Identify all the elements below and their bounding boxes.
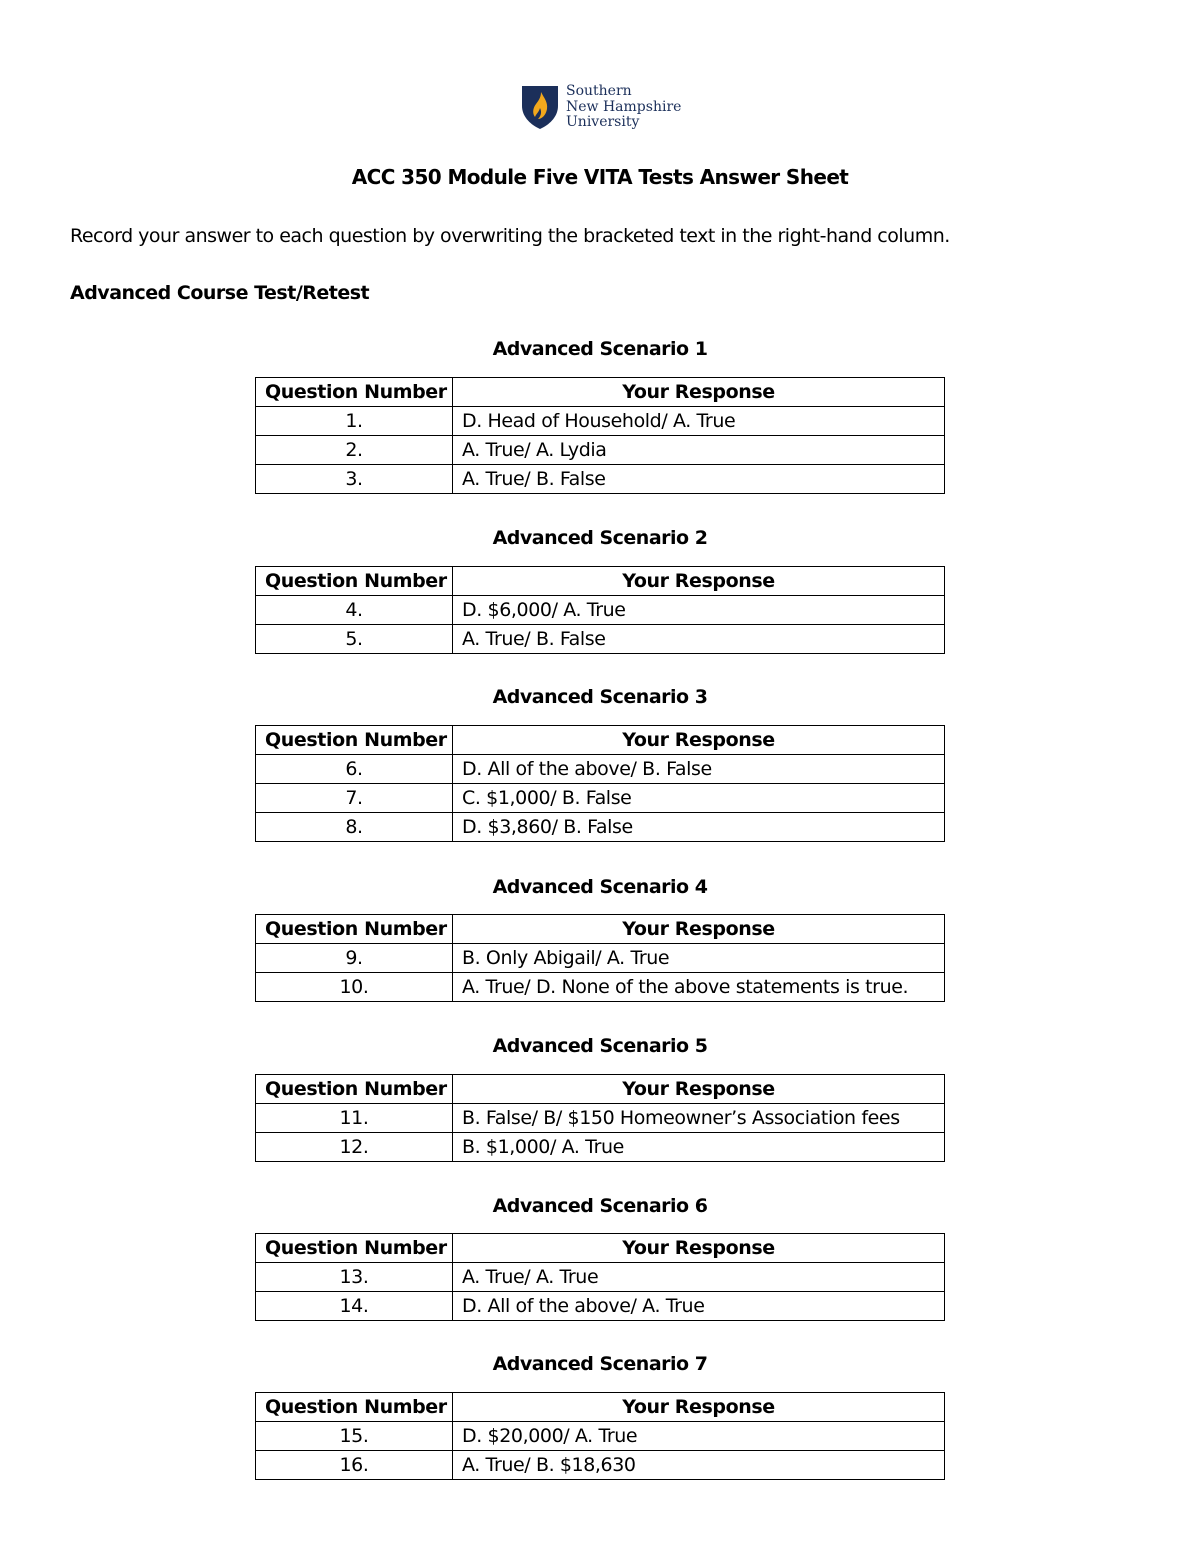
question-number-cell: 12. [256,1133,453,1162]
response-cell[interactable]: A. True/ B. $18,630 [453,1451,945,1480]
question-number-cell: 10. [256,973,453,1002]
table-row [256,436,945,465]
scenario-title: Advanced Scenario 4 [492,876,708,898]
answer-table [255,566,945,654]
table-header-row [256,915,945,944]
response-cell[interactable]: D. $6,000/ A. True [453,596,945,625]
table-row [256,973,945,1002]
logo-line-3: University [566,114,640,130]
response-cell[interactable]: A. True/ A. Lydia [453,436,945,465]
your-response-header: Your Response [453,1234,945,1263]
table-row [256,944,945,973]
question-number-header: Question Number [256,567,453,596]
response-cell[interactable]: A. True/ A. True [453,1263,945,1292]
your-response-header: Your Response [453,1075,945,1104]
table-header-row [256,1234,945,1263]
answer-table [255,914,945,1002]
logo-wordmark [566,84,681,131]
table-row [256,1292,945,1321]
response-cell[interactable]: A. True/ D. None of the above statements is true. [453,973,945,1002]
question-number-cell: 7. [256,784,453,813]
table-row [256,1422,945,1451]
table-row [256,1451,945,1480]
question-number-header: Question Number [256,1393,453,1422]
shield-flame-icon [521,84,559,130]
your-response-header: Your Response [453,915,945,944]
your-response-header: Your Response [453,726,945,755]
table-row [256,813,945,842]
scenario-title: Advanced Scenario 7 [492,1353,708,1375]
table-row [256,625,945,654]
table-row [256,755,945,784]
response-cell[interactable]: C. $1,000/ B. False [453,784,945,813]
your-response-header: Your Response [453,378,945,407]
your-response-header: Your Response [453,567,945,596]
instructions-text: Record your answer to each question by overwriting the bracketed text in the right-hand column. [70,225,950,247]
table-header-row [256,567,945,596]
table-row [256,1104,945,1133]
answer-table [255,377,945,494]
section-heading: Advanced Course Test/Retest [70,282,370,304]
answer-table [255,1074,945,1162]
table-row [256,1133,945,1162]
table-header-row [256,726,945,755]
logo-line-1: Southern [566,83,632,99]
question-number-header: Question Number [256,915,453,944]
table-row [256,407,945,436]
response-cell[interactable]: A. True/ B. False [453,465,945,494]
question-number-cell: 3. [256,465,453,494]
question-number-cell: 6. [256,755,453,784]
scenario-title: Advanced Scenario 3 [492,686,708,708]
response-cell[interactable]: D. $20,000/ A. True [453,1422,945,1451]
question-number-header: Question Number [256,1234,453,1263]
question-number-header: Question Number [256,726,453,755]
response-cell[interactable]: D. All of the above/ B. False [453,755,945,784]
university-logo [521,84,691,132]
question-number-cell: 2. [256,436,453,465]
document-title: ACC 350 Module Five VITA Tests Answer Sheet [351,165,849,189]
table-row [256,784,945,813]
scenario-title: Advanced Scenario 5 [492,1035,708,1057]
your-response-header: Your Response [453,1393,945,1422]
table-row [256,596,945,625]
question-number-cell: 16. [256,1451,453,1480]
scenario-title: Advanced Scenario 6 [492,1195,708,1217]
response-cell[interactable]: B. Only Abigail/ A. True [453,944,945,973]
question-number-cell: 14. [256,1292,453,1321]
question-number-header: Question Number [256,378,453,407]
scenario-title: Advanced Scenario 2 [492,527,708,549]
question-number-cell: 13. [256,1263,453,1292]
scenario-title: Advanced Scenario 1 [492,338,708,360]
question-number-cell: 15. [256,1422,453,1451]
table-row [256,1263,945,1292]
question-number-cell: 9. [256,944,453,973]
table-header-row [256,1393,945,1422]
response-cell[interactable]: B. $1,000/ A. True [453,1133,945,1162]
answer-table [255,1233,945,1321]
response-cell[interactable]: D. Head of Household/ A. True [453,407,945,436]
question-number-cell: 11. [256,1104,453,1133]
response-cell[interactable]: B. False/ B/ $150 Homeowner’s Association fees [453,1104,945,1133]
response-cell[interactable]: D. All of the above/ A. True [453,1292,945,1321]
question-number-cell: 8. [256,813,453,842]
question-number-cell: 4. [256,596,453,625]
response-cell[interactable]: A. True/ B. False [453,625,945,654]
answer-table [255,725,945,842]
question-number-header: Question Number [256,1075,453,1104]
question-number-cell: 1. [256,407,453,436]
question-number-cell: 5. [256,625,453,654]
table-header-row [256,378,945,407]
table-header-row [256,1075,945,1104]
logo-line-2: New Hampshire [566,98,682,115]
answer-table [255,1392,945,1480]
table-row [256,465,945,494]
response-cell[interactable]: D. $3,860/ B. False [453,813,945,842]
